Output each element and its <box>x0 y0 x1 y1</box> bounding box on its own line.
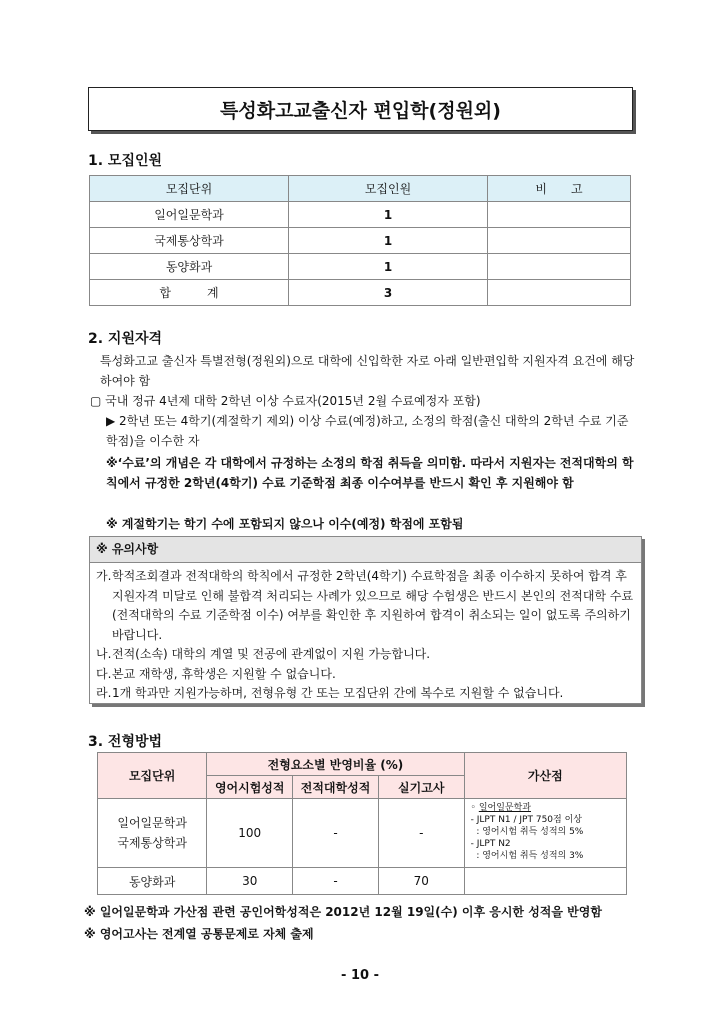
notice-marker: 다. <box>96 666 112 681</box>
bonus-dept: 일어일문학과 <box>478 803 531 813</box>
bullet-icon: ◦ <box>470 803 476 813</box>
bonus-line: - JLPT N2 <box>470 839 511 849</box>
count-cell: 1 <box>289 254 488 280</box>
page-title: 특성화고교출신자 편입학(정원외) <box>88 87 633 131</box>
notice-text: 학적조회결과 전적대학의 학칙에서 규정한 2학년(4학기) 수료학점을 최종 이수하지 못하여 합격 후 지원자격 미달로 인해 불합격 처리되는 사례가 있으므로 해당 수험생은 반드시 본인의 전적대학 수료(전적대학의 수료 기준학점 이수) 여부를 확인한 후 지원하여 합격이 취소되는 일이 없도록 주의하기 바랍니다. <box>112 569 634 642</box>
notice-heading: ※ 유의사항 <box>90 537 641 563</box>
note-cell <box>488 202 631 228</box>
unit-line: 국제통상학과 <box>117 836 187 850</box>
unit-cell: 동양화과 <box>90 254 289 280</box>
total-note <box>488 280 631 306</box>
total-label: 합 계 <box>90 280 289 306</box>
footnote-bonus: ※ 일어일문학과 가산점 관련 공인어학성적은 2012년 12월 19일(수) 이후 응시한 성적을 반영함 <box>84 905 602 919</box>
notice-marker: 라. <box>96 686 112 700</box>
note-cell <box>488 228 631 254</box>
notice-text: 본교 재학생, 휴학생은 지원할 수 없습니다. <box>112 666 336 681</box>
section3-heading: 3. 전형방법 <box>88 734 163 750</box>
table-row <box>90 202 631 228</box>
total-row <box>90 280 631 306</box>
bonus-line: : 영어시험 취득 성적의 3% <box>470 851 584 861</box>
transfer-cell: - <box>293 868 379 895</box>
section2-heading: 2. 지원자격 <box>88 331 163 347</box>
notice-text: 전적(소속) 대학의 계열 및 전공에 관계없이 지원 가능합니다. <box>112 647 431 661</box>
notice-item <box>96 665 635 685</box>
unit-cell: 동양화과 <box>98 868 207 895</box>
unit-cell: 국제통상학과 <box>90 228 289 254</box>
header-note: 비 고 <box>488 176 631 202</box>
eligibility-box-item: ▢ 국내 정규 4년제 대학 2학년 이상 수료자(2015년 2월 수료예정자 포함) <box>90 394 481 408</box>
unit-cell: 일어일문학과 <box>90 202 289 228</box>
section1-heading: 1. 모집인원 <box>88 153 163 169</box>
header-unit: 모집단위 <box>98 753 207 799</box>
transfer-cell: - <box>293 799 379 868</box>
eligibility-arrow-item: ▶ 2학년 또는 4학기(계절학기 제외) 이상 수료(예정)하고, 소정의 학점(출신 대학의 2학년 수료 기준 학점)을 이수한 자 <box>106 414 629 448</box>
table-row <box>98 799 627 868</box>
english-cell: 30 <box>207 868 293 895</box>
recruitment-table <box>89 175 631 306</box>
notice-item <box>96 567 635 645</box>
table-row <box>98 868 627 895</box>
unit-line: 일어일문학과 <box>117 816 187 830</box>
bonus-line: : 영어시험 취득 성적의 5% <box>470 827 584 837</box>
header-bonus: 가산점 <box>464 753 626 799</box>
bonus-cell <box>464 799 626 868</box>
page-number: - 10 - <box>341 968 379 983</box>
count-cell: 1 <box>289 228 488 254</box>
header-ratio: 전형요소별 반영비율 (%) <box>207 753 464 776</box>
bonus-line: - JLPT N1 / JPT 750점 이상 <box>470 815 582 825</box>
bonus-cell-empty <box>464 868 626 895</box>
notice-marker: 가. <box>96 569 112 583</box>
english-cell: 100 <box>207 799 293 868</box>
bonus-head <box>471 802 620 814</box>
eligibility-note-completion: ※‘수료’의 개념은 각 대학에서 규정하는 소정의 학점 취득을 의미함. 따라서 지원자는 전적대학의 학칙에서 규정한 2학년(4학기) 수료 기준학점 최종 이수여부를 반드시 확인 후 지원해야 함 <box>106 456 634 490</box>
footnote-english: ※ 영어고사는 전계열 공통문제로 자체 출제 <box>84 927 314 941</box>
notice-item <box>96 684 635 704</box>
notice-box <box>89 536 642 704</box>
practical-cell: 70 <box>378 868 464 895</box>
eligibility-note-seasonal: ※ 계절학기는 학기 수에 포함되지 않으나 이수(예정) 학점에 포함됨 <box>106 517 464 531</box>
notice-item <box>96 645 635 665</box>
header-practical: 실기고사 <box>378 776 464 799</box>
eligibility-intro: 특성화고교 출신자 특별전형(정원외)으로 대학에 신입학한 자로 아래 일반편입학 지원자격 요건에 해당하여야 함 <box>100 354 635 388</box>
header-transfer: 전적대학성적 <box>293 776 379 799</box>
header-count: 모집인원 <box>289 176 488 202</box>
notice-text: 1개 학과만 지원가능하며, 전형유형 간 또는 모집단위 간에 복수로 지원할 수 없습니다. <box>112 686 564 700</box>
unit-cell <box>98 799 207 868</box>
notice-marker: 나. <box>96 647 112 661</box>
selection-method-table <box>97 752 627 895</box>
table-row <box>90 228 631 254</box>
note-cell <box>488 254 631 280</box>
table-row <box>90 254 631 280</box>
total-count: 3 <box>289 280 488 306</box>
count-cell: 1 <box>289 202 488 228</box>
header-unit: 모집단위 <box>90 176 289 202</box>
practical-cell: - <box>378 799 464 868</box>
header-english: 영어시험성적 <box>207 776 293 799</box>
